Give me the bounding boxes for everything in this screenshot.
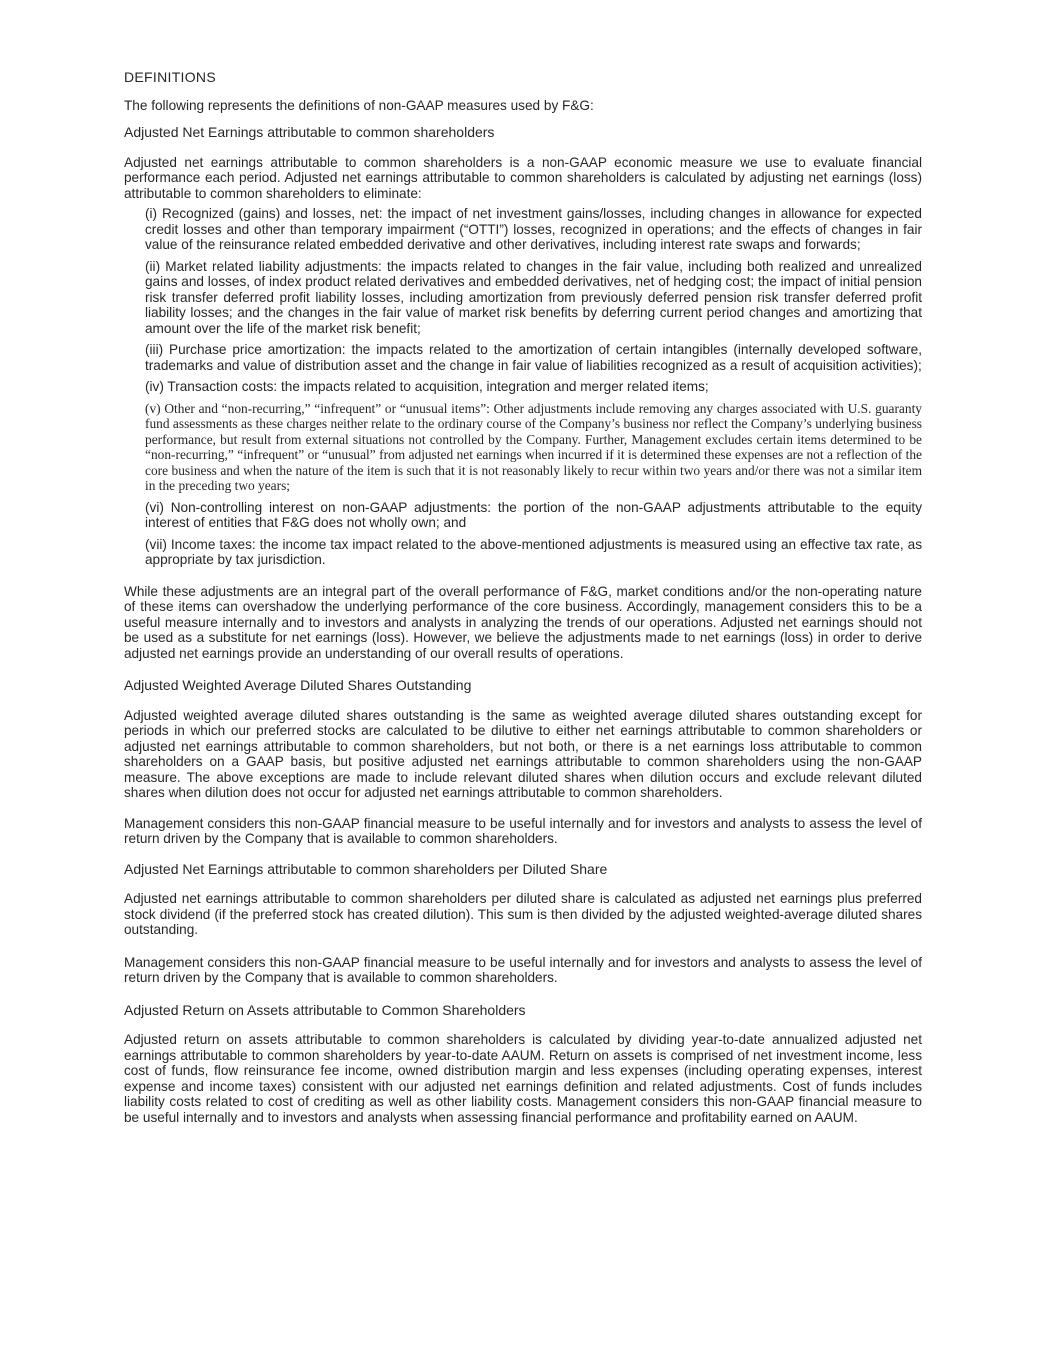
- adjustment-list: [145, 206, 922, 568]
- document-page: [124, 70, 922, 1140]
- adjustment-item-i: (i) Recognized (gains) and losses, net: the impact of net investment gains/losses, including changes in allowance for expected credit losses and other than temporary impairment (“OTTI”) losses, recognized in operations; and the effects of changes in fair value of the reinsurance related embedded derivative and other derivatives, including interest rate swaps and forwards;: [145, 206, 922, 252]
- adjusted-eps-paragraph-1: Adjusted net earnings attributable to common shareholders per diluted share is calculated as adjusted net earnings plus preferred stock dividend (if the preferred stock has created dilution). This sum is then divided by the adjusted weighted-average diluted shares outstanding.: [124, 891, 922, 937]
- adjustment-item-v: (v) Other and “non-recurring,” “infrequent” or “unusual items”: Other adjustments include removing any charges associated with U.S. guaranty fund assessments as these charges neither relate to the ordinary course of the Company’s business nor reflect the Company’s underlying business performance, but result from external situations not controlled by the Company. Further, Management excludes certain items determined to be “non-recurring,” “infrequent” or “unusual” from adjusted net earnings when incurred if it is determined these expenses are not a reflection of the core business and when the nature of the item is such that it is not reasonably likely to recur within two years and/or there was not a similar item in the preceding two years;: [145, 400, 922, 493]
- adjustment-item-vi: (vi) Non-controlling interest on non-GAAP adjustments: the portion of the non-GAAP adjustments attributable to the equity interest of entities that F&G does not wholly own; and: [145, 499, 922, 530]
- page-title: DEFINITIONS: [124, 69, 216, 85]
- intro-text: The following represents the definitions of non-GAAP measures used by F&G:: [124, 97, 594, 113]
- section-heading-adjusted-roa: Adjusted Return on Assets attributable to Common Shareholders: [124, 1001, 526, 1018]
- section-heading-adjusted-wads: Adjusted Weighted Average Diluted Shares Outstanding: [124, 677, 472, 693]
- adjustment-item-ii: (ii) Market related liability adjustments: the impacts related to changes in the fair value, including both realized and unrealized gains and losses, of index product related derivatives and embedded derivatives, net of hedging cost; the impact of initial pension risk transfer deferred profit liability losses, including amortization from previously deferred pension risk transfer deferred profit liability losses; and the changes in the fair value of market risk benefits by deferring current period changes and amortizing that amount over the life of the market risk benefit;: [145, 258, 922, 336]
- adjustment-item-iv: (iv) Transaction costs: the impacts related to acquisition, integration and merger related items;: [145, 379, 709, 394]
- adjustment-item-iii: (iii) Purchase price amortization: the impacts related to the amortization of certain intangibles (internally developed software, trademarks and value of distribution asset and the change in fair value of liabilities recognized as a result of acquisition activities);: [145, 342, 922, 373]
- section-heading-adjusted-net-earnings: Adjusted Net Earnings attributable to common shareholders: [124, 124, 495, 140]
- adjusted-roa-paragraph-1: Adjusted return on assets attributable to common shareholders is calculated by dividing year-to-date annualized adjusted net earnings attributable to common shareholders by year-to-date AAUM. Return on assets is comprised of net investment income, less cost of funds, flow reinsurance fee income, owned distribution margin and less expenses (including operating expenses, interest expense and income taxes) consistent with our adjusted net earnings definition and related adjustments. Cost of funds includes liability costs related to cost of crediting as well as other liability costs. Management considers this non-GAAP financial measure to be useful internally and to investors and analysts when assessing financial performance and profitability earned on AAUM.: [124, 1032, 922, 1125]
- adjusted-net-earnings-lead: Adjusted net earnings attributable to common shareholders is a non-GAAP economic measure we use to evaluate financial performance each period. Adjusted net earnings attributable to common shareholders is calculated by adjusting net earnings (loss) attributable to common shareholders to eliminate:: [124, 154, 922, 201]
- section-heading-adjusted-eps: Adjusted Net Earnings attributable to common shareholders per Diluted Share: [124, 860, 608, 877]
- adjusted-net-earnings-closing: While these adjustments are an integral part of the overall performance of F&G, market conditions and/or the non-operating nature of these items can overshadow the underlying performance of the core business. Accordingly, management considers this to be a useful measure internally and to investors and analysts in analyzing the trends of our operations. Adjusted net earnings should not be used as a substitute for net earnings (loss). However, we believe the adjustments made to net earnings (loss) in order to derive adjusted net earnings provide an understanding of our overall results of operations.: [124, 583, 922, 661]
- adjusted-wads-paragraph-2: Management considers this non-GAAP financial measure to be useful internally and for investors and analysts to assess the level of return driven by the Company that is available to common shareholders.: [124, 815, 922, 846]
- adjusted-wads-paragraph-1: Adjusted weighted average diluted shares outstanding is the same as weighted average diluted shares outstanding except for periods in which our preferred stocks are calculated to be dilutive to either net earnings attributable to common shareholders or adjusted net earnings attributable to common shareholders, but not both, or there is a net earnings loss attributable to common shareholders on a GAAP basis, but positive adjusted net earnings attributable to common shareholders using the non-GAAP measure. The above exceptions are made to include relevant diluted shares when dilution occurs and exclude relevant diluted shares when dilution does not occur for adjusted net earnings attributable to common shareholders.: [124, 707, 922, 800]
- adjustment-item-vii: (vii) Income taxes: the income tax impact related to the above-mentioned adjustments is measured using an effective tax rate, as appropriate by tax jurisdiction.: [145, 536, 922, 567]
- adjusted-eps-paragraph-2: Management considers this non-GAAP financial measure to be useful internally and for investors and analysts to assess the level of return driven by the Company that is available to common shareholders.: [124, 954, 922, 985]
